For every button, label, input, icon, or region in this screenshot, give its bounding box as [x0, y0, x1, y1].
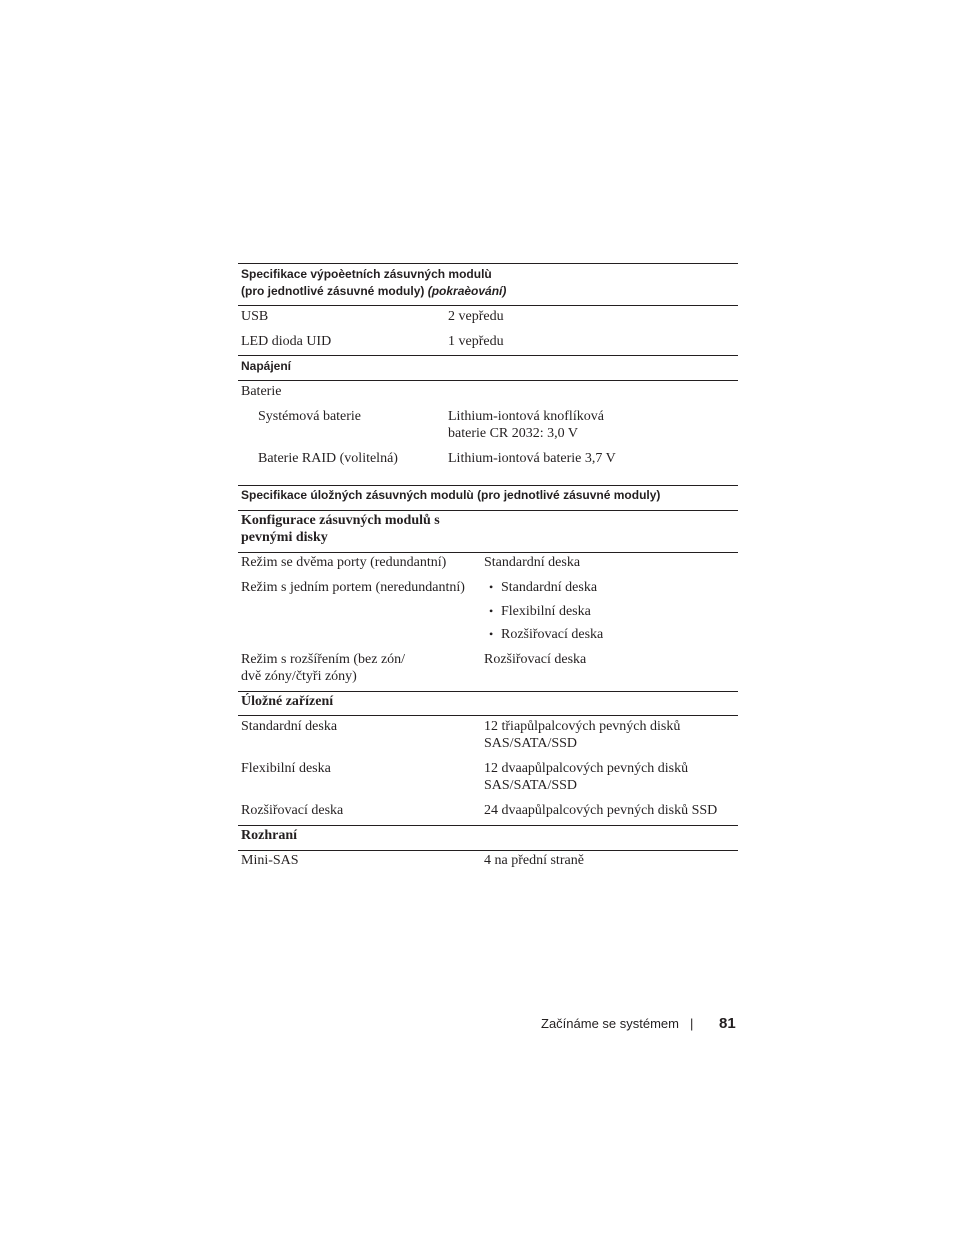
- storage-section-heading: Úložné zařízení: [241, 694, 334, 709]
- single-port-label: Režim s jedním portem (neredundantní): [241, 580, 465, 595]
- config-heading-rule: [238, 552, 738, 553]
- table1-header-subtitle: (pro jednotlivé zásuvné moduly): [241, 284, 425, 298]
- raid-battery-value: Lithium-iontová baterie 3,7 V: [448, 451, 616, 466]
- table2-top-rule: [238, 485, 738, 486]
- storage-section-top-rule: [238, 691, 738, 692]
- standard-board-value-line2: SAS/SATA/SSD: [484, 736, 578, 751]
- expansion-mode-label-line1: Režim s rozšířením (bez zón/: [241, 652, 406, 667]
- power-section-bottom-rule: [238, 380, 738, 381]
- uid-led-value: 1 vepředu: [448, 334, 504, 349]
- table1-header-line1: Specifikace výpoèetních zásuvných modulù: [241, 267, 492, 281]
- bullet-icon: •: [489, 580, 494, 594]
- footer-separator: |: [690, 1016, 694, 1031]
- flexible-board-value-line1: 12 dvaapůlpalcových pevných disků: [484, 761, 689, 776]
- table2-header: Specifikace úložných zásuvných modulù (pro jednotlivé zásuvné moduly): [241, 488, 661, 502]
- standard-board-label: Standardní deska: [241, 719, 338, 734]
- table2-header-rule: [238, 510, 738, 511]
- interface-section-top-rule: [238, 825, 738, 826]
- storage-section-bottom-rule: [238, 715, 738, 716]
- expansion-mode-value: Rozšiřovací deska: [484, 652, 587, 667]
- dual-port-value: Standardní deska: [484, 555, 581, 570]
- single-port-value-1: Standardní deska: [501, 580, 598, 595]
- power-section-top-rule: [238, 355, 738, 356]
- table1-top-rule: [238, 263, 738, 264]
- usb-label: USB: [241, 309, 269, 324]
- uid-led-label: LED dioda UID: [241, 334, 332, 349]
- system-battery-value-line1: Lithium-iontová knoflíková: [448, 409, 604, 424]
- system-battery-label: Systémová baterie: [258, 409, 362, 424]
- battery-label: Baterie: [241, 384, 282, 399]
- single-port-value-2: Flexibilní deska: [501, 604, 591, 619]
- bullet-icon: •: [489, 604, 494, 618]
- footer-section-title: Začínáme se systémem: [541, 1016, 679, 1031]
- interface-section-bottom-rule: [238, 850, 738, 851]
- flexible-board-label: Flexibilní deska: [241, 761, 331, 776]
- bullet-icon: •: [489, 627, 494, 641]
- table1-header-rule: [238, 305, 738, 306]
- page-number: 81: [719, 1015, 736, 1032]
- usb-value: 2 vepředu: [448, 309, 504, 324]
- minisas-value: 4 na přední straně: [484, 853, 584, 868]
- raid-battery-label: Baterie RAID (volitelná): [258, 451, 398, 466]
- power-section-heading: Napájení: [241, 359, 292, 373]
- config-heading-line2: pevnými disky: [241, 530, 328, 545]
- expansion-board-label: Rozšiřovací deska: [241, 803, 344, 818]
- dual-port-label: Režim se dvěma porty (redundantní): [241, 555, 447, 570]
- flexible-board-value-line2: SAS/SATA/SSD: [484, 778, 578, 793]
- system-battery-value-line2: baterie CR 2032: 3,0 V: [448, 426, 579, 441]
- expansion-mode-label-line2: dvě zóny/čtyři zóny): [241, 669, 357, 684]
- expansion-board-value: 24 dvaapůlpalcových pevných disků SSD: [484, 803, 718, 818]
- standard-board-value-line1: 12 třiapůlpalcových pevných disků: [484, 719, 681, 734]
- table1-header-line2: [241, 283, 506, 300]
- single-port-value-3: Rozšiřovací deska: [501, 627, 604, 642]
- config-heading-line1: Konfigurace zásuvných modulů s: [241, 513, 440, 528]
- minisas-label: Mini-SAS: [241, 853, 299, 868]
- table1-header-continued: (pokraèování): [427, 284, 507, 298]
- interface-section-heading: Rozhraní: [241, 828, 297, 843]
